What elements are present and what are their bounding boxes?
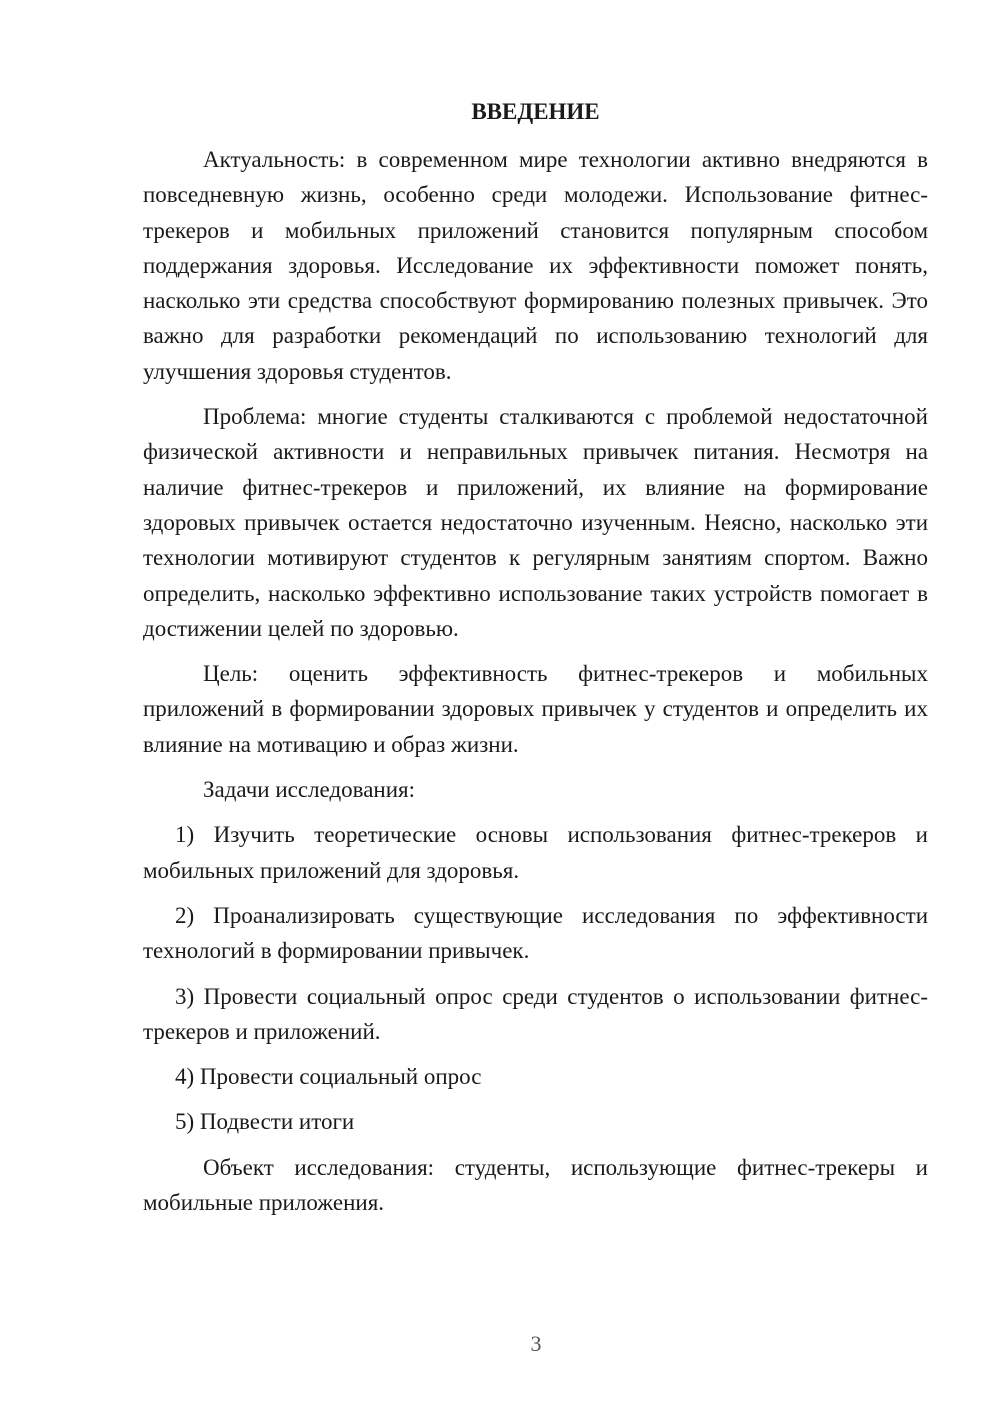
document-title: ВВЕДЕНИЕ: [471, 99, 600, 124]
task-item-4: 4) Провести социальный опрос: [175, 1064, 482, 1090]
paragraph-problem: Проблема: многие студенты сталкиваются с проблемой недостаточной физической активности и неправильных привычек питания. Несмотря на наличие фитнес-трекеров и приложений, их влияние на формирование здоровых привычек остается недостаточно изученным. Неясно, насколько эти технологии мотивируют студентов к регулярным занятиям спортом. Важно определить, насколько эффективно использование таких устройств помогает в достижении целей по здоровью.: [143, 404, 928, 641]
paragraph-object: Объект исследования: студенты, использующие фитнес-трекеры и мобильные приложения.: [143, 1154, 928, 1216]
document-body: [143, 96, 928, 1230]
paragraph-relevance: Актуальность: в современном мире технологии активно внедряются в повседневную жизнь, особенно среди молодежи. Использование фитнес-трекеров и мобильных приложений становится популярным способом поддержания здоровья. Исследование их эффективности поможет понять, насколько эти средства способствуют формированию полезных привычек. Это важно для разработки рекомендаций по использованию технологий для улучшения здоровья студентов.: [143, 147, 928, 384]
paragraph-goal: Цель: оценить эффективность фитнес-трекеров и мобильных приложений в формировании здоровых привычек у студентов и определить их влияние на мотивацию и образ жизни.: [143, 661, 928, 757]
task-item-1: 1) Изучить теоретические основы использования фитнес-трекеров и мобильных приложений для здоровья.: [143, 822, 928, 883]
task-item-3: 3) Провести социальный опрос среди студентов о использовании фитнес-трекеров и приложений.: [143, 983, 928, 1044]
task-item-2: 2) Проанализировать существующие исследования по эффективности технологий в формировании привычек.: [143, 902, 928, 964]
task-item-5: 5) Подвести итоги: [175, 1109, 355, 1135]
tasks-heading: Задачи исследования:: [203, 777, 416, 803]
page-number: 3: [530, 1331, 542, 1356]
